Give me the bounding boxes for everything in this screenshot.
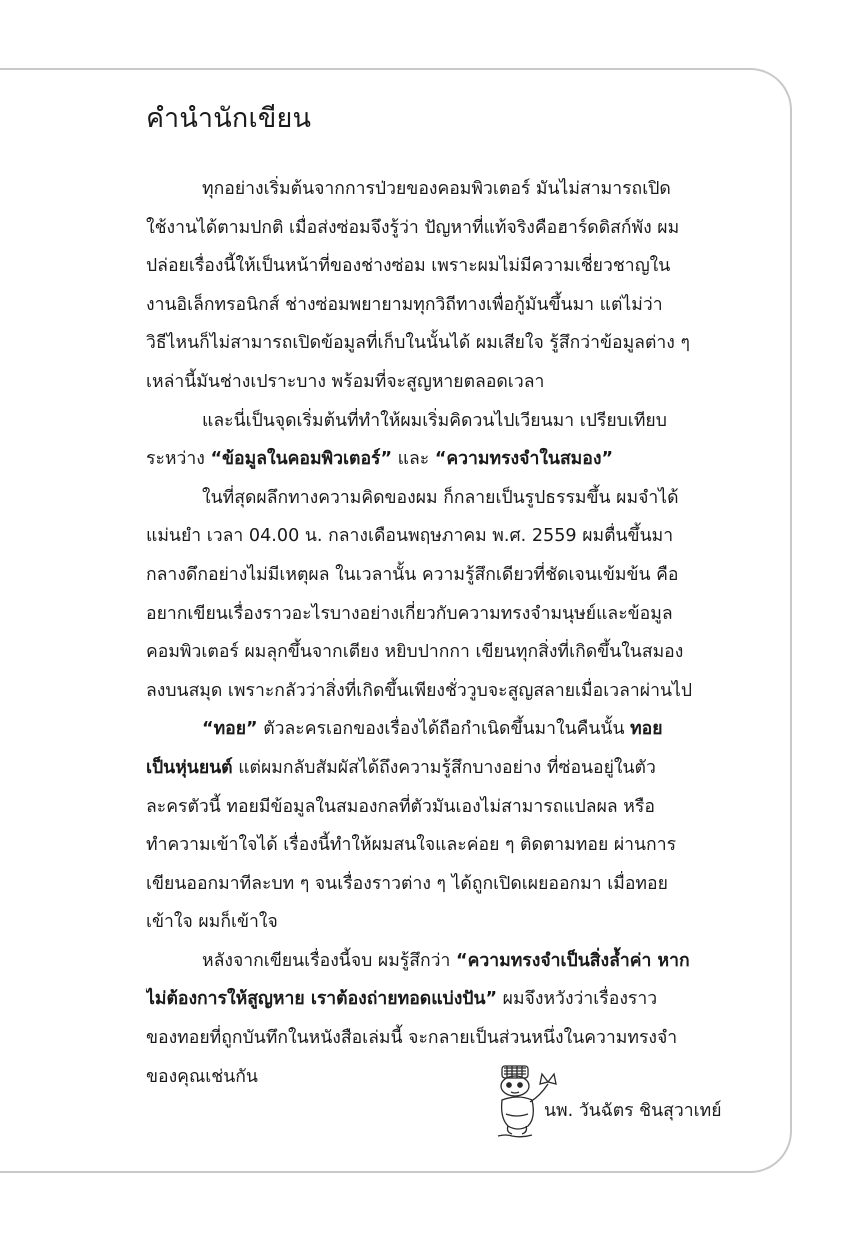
author-name: นพ. วันฉัตร ชินสุวาเทย์ bbox=[544, 1101, 722, 1121]
text-run: ปล่อยเรื่องนี้ให้เป็นหน้าที่ของช่างซ่อม เพราะผมไม่มีความเชี่ยวชาญใน bbox=[146, 256, 671, 277]
bold-text-run: ไม่ต้องการให้สูญหาย เราต้องถ่ายทอดแบ่งปัน” bbox=[146, 989, 498, 1010]
text-run: ใช้งานได้ตามปกติ เมื่อส่งซ่อมจึงรู้ว่า ปัญหาที่แท้จริงคือฮาร์ดดิสก์พัง ผม bbox=[146, 217, 680, 238]
preface-body bbox=[146, 170, 746, 1096]
text-run: ในที่สุดผลึกทางความคิดของผม ก็กลายเป็นรูปธรรมขึ้น ผมจำได้ bbox=[202, 487, 679, 508]
text-line bbox=[146, 595, 746, 634]
text-line bbox=[146, 865, 746, 904]
text-line bbox=[146, 633, 746, 672]
text-line bbox=[146, 209, 746, 248]
text-line bbox=[146, 710, 746, 749]
text-run: ลงบนสมุด เพราะกลัวว่าสิ่งที่เกิดขึ้นเพียงชั่ววูบจะสูญสลายเมื่อเวลาผ่านไป bbox=[146, 680, 692, 701]
text-run: เขียนออกมาทีละบท ๆ จนเรื่องราวต่าง ๆ ได้ถูกเปิดเผยออกมา เมื่อทอย bbox=[146, 873, 668, 894]
text-run: และนี่เป็นจุดเริ่มต้นที่ทำให้ผมเริ่มคิดวนไปเวียนมา เปรียบเทียบ bbox=[202, 410, 667, 431]
bold-text-run: “ทอย” bbox=[202, 719, 258, 740]
text-line bbox=[146, 286, 746, 325]
text-line bbox=[146, 1019, 746, 1058]
text-run: ระหว่าง bbox=[146, 449, 211, 470]
text-line bbox=[146, 903, 746, 942]
text-line bbox=[146, 402, 746, 441]
bold-text-run: “ความทรงจำเป็นสิ่งล้ำค่า หาก bbox=[456, 950, 690, 971]
text-run: แต่ผมกลับสัมผัสได้ถึงความรู้สึกบางอย่าง ที่ซ่อนอยู่ในตัว bbox=[232, 757, 656, 778]
text-line bbox=[146, 788, 746, 827]
text-run: ผมจึงหวังว่าเรื่องราว bbox=[497, 989, 658, 1010]
text-run: วิธีไหนก็ไม่สามารถเปิดข้อมูลที่เก็บในนั้นได้ ผมเสียใจ รู้สึกว่าข้อมูลต่าง ๆ bbox=[146, 333, 690, 354]
text-line bbox=[146, 440, 746, 479]
text-line bbox=[146, 170, 746, 209]
bold-text-run: “ความทรงจำในสมอง” bbox=[434, 449, 614, 470]
text-run: เข้าใจ ผมก็เข้าใจ bbox=[146, 912, 278, 933]
text-line bbox=[146, 826, 746, 865]
text-run: และ bbox=[392, 449, 435, 470]
text-line bbox=[146, 324, 746, 363]
bold-text-run: “ข้อมูลในคอมพิวเตอร์” bbox=[210, 449, 393, 470]
text-run: เหล่านี้มันช่างเปราะบาง พร้อมที่จะสูญหายตลอดเวลา bbox=[146, 371, 545, 392]
text-run: ทุกอย่างเริ่มต้นจากการป่วยของคอมพิวเตอร์ มันไม่สามารถเปิด bbox=[202, 179, 671, 199]
text-line bbox=[146, 517, 746, 556]
text-line bbox=[146, 672, 746, 711]
text-line bbox=[146, 479, 746, 518]
text-run: ของทอยที่ถูกบันทึกในหนังสือเล่มนี้ จะกลายเป็นส่วนหนึ่งในความทรงจำ bbox=[146, 1028, 678, 1049]
text-line bbox=[146, 980, 746, 1019]
text-line bbox=[146, 363, 746, 402]
page-title: คำนำนักเขียน bbox=[146, 103, 312, 134]
text-run: คอมพิวเตอร์ ผมลุกขึ้นจากเตียง หยิบปากกา เขียนทุกสิ่งที่เกิดขึ้นในสมอง bbox=[146, 642, 684, 663]
text-line bbox=[146, 749, 746, 788]
bold-text-run: ทอย bbox=[630, 719, 663, 740]
text-run: อยากเขียนเรื่องราวอะไรบางอย่างเกี่ยวกับความทรงจำมนุษย์และข้อมูล bbox=[146, 603, 673, 624]
text-run: แม่นยำ เวลา 04.00 น. กลางเดือนพฤษภาคม พ.ศ. 2559 ผมตื่นขึ้นมา bbox=[146, 526, 674, 547]
author-signature bbox=[492, 1058, 762, 1138]
text-run: หลังจากเขียนเรื่องนี้จบ ผมรู้สึกว่า bbox=[202, 950, 457, 971]
text-run: ทำความเข้าใจได้ เรื่องนี้ทำให้ผมสนใจและค่อย ๆ ติดตามทอย ผ่านการ bbox=[146, 835, 677, 856]
bold-text-run: เป็นหุ่นยนต์ bbox=[146, 757, 233, 778]
text-line bbox=[146, 556, 746, 595]
text-run: งานอิเล็กทรอนิกส์ ช่างซ่อมพยายามทุกวิถีทางเพื่อกู้มันขึ้นมา แต่ไม่ว่า bbox=[146, 294, 663, 315]
text-run: กลางดึกอย่างไม่มีเหตุผล ในเวลานั้น ความรู้สึกเดียวที่ชัดเจนเข้มข้น คือ bbox=[146, 564, 679, 585]
text-line bbox=[146, 247, 746, 286]
text-run: ละครตัวนี้ ทอยมีข้อมูลในสมองกลที่ตัวมันเองไม่สามารถแปลผล หรือ bbox=[146, 796, 655, 817]
text-run: ตัวละครเอกของเรื่องได้ถือกำเนิดขึ้นมาในคืนนั้น bbox=[257, 719, 631, 740]
text-run: ของคุณเช่นกัน bbox=[146, 1066, 258, 1087]
text-line bbox=[146, 942, 746, 981]
